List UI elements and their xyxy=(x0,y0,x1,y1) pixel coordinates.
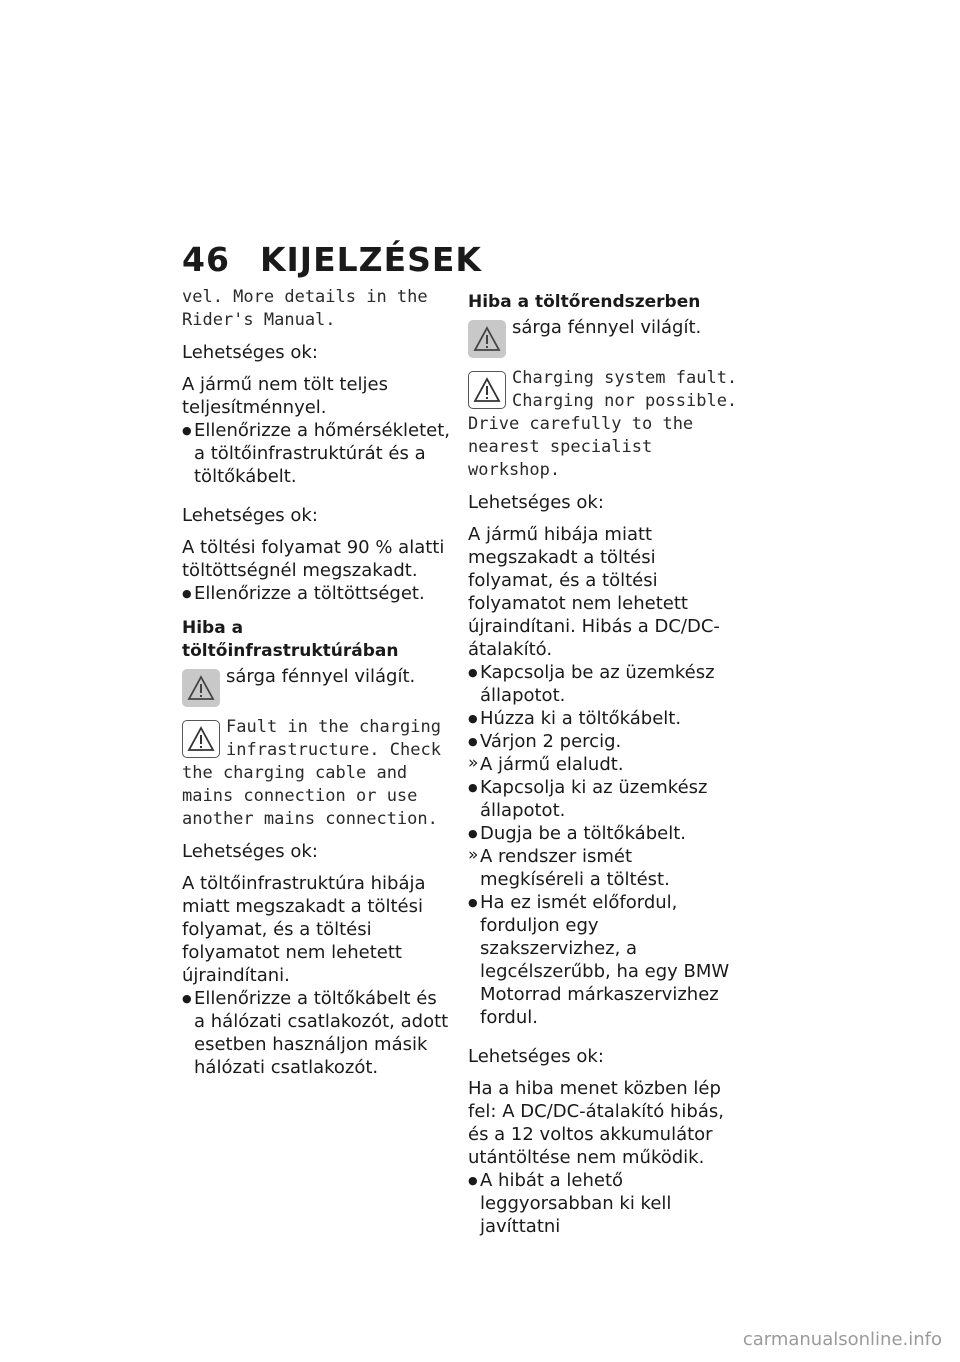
page-header xyxy=(182,240,482,279)
cause-label: Lehetséges ok: xyxy=(182,505,318,526)
fault-message-block xyxy=(182,716,452,831)
instruction-bullet: ● Ellenőrizze a hőmérsékletet, a töltőinfrastruktúrát és a töltőkábelt. xyxy=(182,419,452,488)
section-heading: Hiba a töltőrendszerben xyxy=(468,292,701,312)
page-number: 46 xyxy=(182,240,230,279)
lamp-description: sárga fénnyel világít. xyxy=(226,666,416,687)
step-result: » A jármű elaludt. xyxy=(468,753,738,776)
left-column xyxy=(182,286,452,1079)
instruction-bullet: ● Ellenőrizze a töltöttséget. xyxy=(182,582,452,605)
instruction-bullet: ● Ellenőrizze a töltőkábelt és a hálózati csatlakozót, adott esetben használjon másik hálózati csatlakozót. xyxy=(182,987,452,1079)
lamp-row xyxy=(182,665,452,707)
cause-text: A töltőinfrastruktúra hibája miatt megszakadt a töltési folyamat, és a töltési folyamatot nem lehetett újraindítani. xyxy=(182,873,426,986)
cause-text: A töltési folyamat 90 % alatti töltöttségnél megszakadt. xyxy=(182,537,445,581)
warning-triangle-icon xyxy=(182,720,220,758)
fault-mono-text: Fault in the charging infrastructure. Check the charging cable and mains connection or use another mains connection. xyxy=(182,717,452,829)
cause-label: Lehetséges ok: xyxy=(182,841,318,862)
warning-triangle-icon xyxy=(468,371,506,409)
step-item: ● Dugja be a töltőkábelt. xyxy=(468,822,738,845)
section-heading: Hiba a töltőinfrastruktúrában xyxy=(182,618,399,661)
instruction-bullet: ● A hibát a lehető leggyorsabban ki kell javíttatni xyxy=(468,1169,738,1238)
step-item: ● Ha ez ismét előfordul, forduljon egy szakszervizhez, a legcélszerűbb, ha egy BMW Motorrad márkaszervizhez fordul. xyxy=(468,891,738,1029)
step-item: ● Kapcsolja be az üzemkész állapotot. xyxy=(468,661,738,707)
page-title: KIJELZÉSEK xyxy=(259,240,482,279)
intro-mono-text: vel. More details in the Rider's Manual. xyxy=(182,287,438,330)
step-item: ● Húzza ki a töltőkábelt. xyxy=(468,707,738,730)
watermark: carmanualsonline.info xyxy=(742,1329,942,1350)
fault-mono-text: Charging system fault. Charging nor possible. Drive carefully to the nearest specialist workshop. xyxy=(468,368,748,480)
lamp-row xyxy=(468,316,738,358)
warning-lamp-icon xyxy=(182,669,220,707)
cause-label: Lehetséges ok: xyxy=(182,342,318,363)
cause-label: Lehetséges ok: xyxy=(468,492,604,513)
cause-text: A jármű hibája miatt megszakadt a töltési folyamat, és a töltési folyamatot nem lehetett újraindítani. Hibás a DC/DC-átalakító. xyxy=(468,524,720,660)
lamp-description: sárga fénnyel világít. xyxy=(512,317,702,338)
cause-label: Lehetséges ok: xyxy=(468,1046,604,1067)
right-column xyxy=(468,286,748,1238)
step-item: ● Várjon 2 percig. xyxy=(468,730,738,753)
cause-text: Ha a hiba menet közben lép fel: A DC/DC-átalakító hibás, és a 12 voltos akkumulátor utántöltése nem működik. xyxy=(468,1078,724,1168)
step-item: ● Kapcsolja ki az üzemkész állapotot. xyxy=(468,776,738,822)
cause-text: A jármű nem tölt teljes teljesítménnyel. xyxy=(182,374,388,418)
step-result: » A rendszer ismét megkíséreli a töltést. xyxy=(468,845,738,891)
warning-lamp-icon xyxy=(468,320,506,358)
fault-message-block xyxy=(468,367,748,482)
step-list xyxy=(468,661,738,1029)
